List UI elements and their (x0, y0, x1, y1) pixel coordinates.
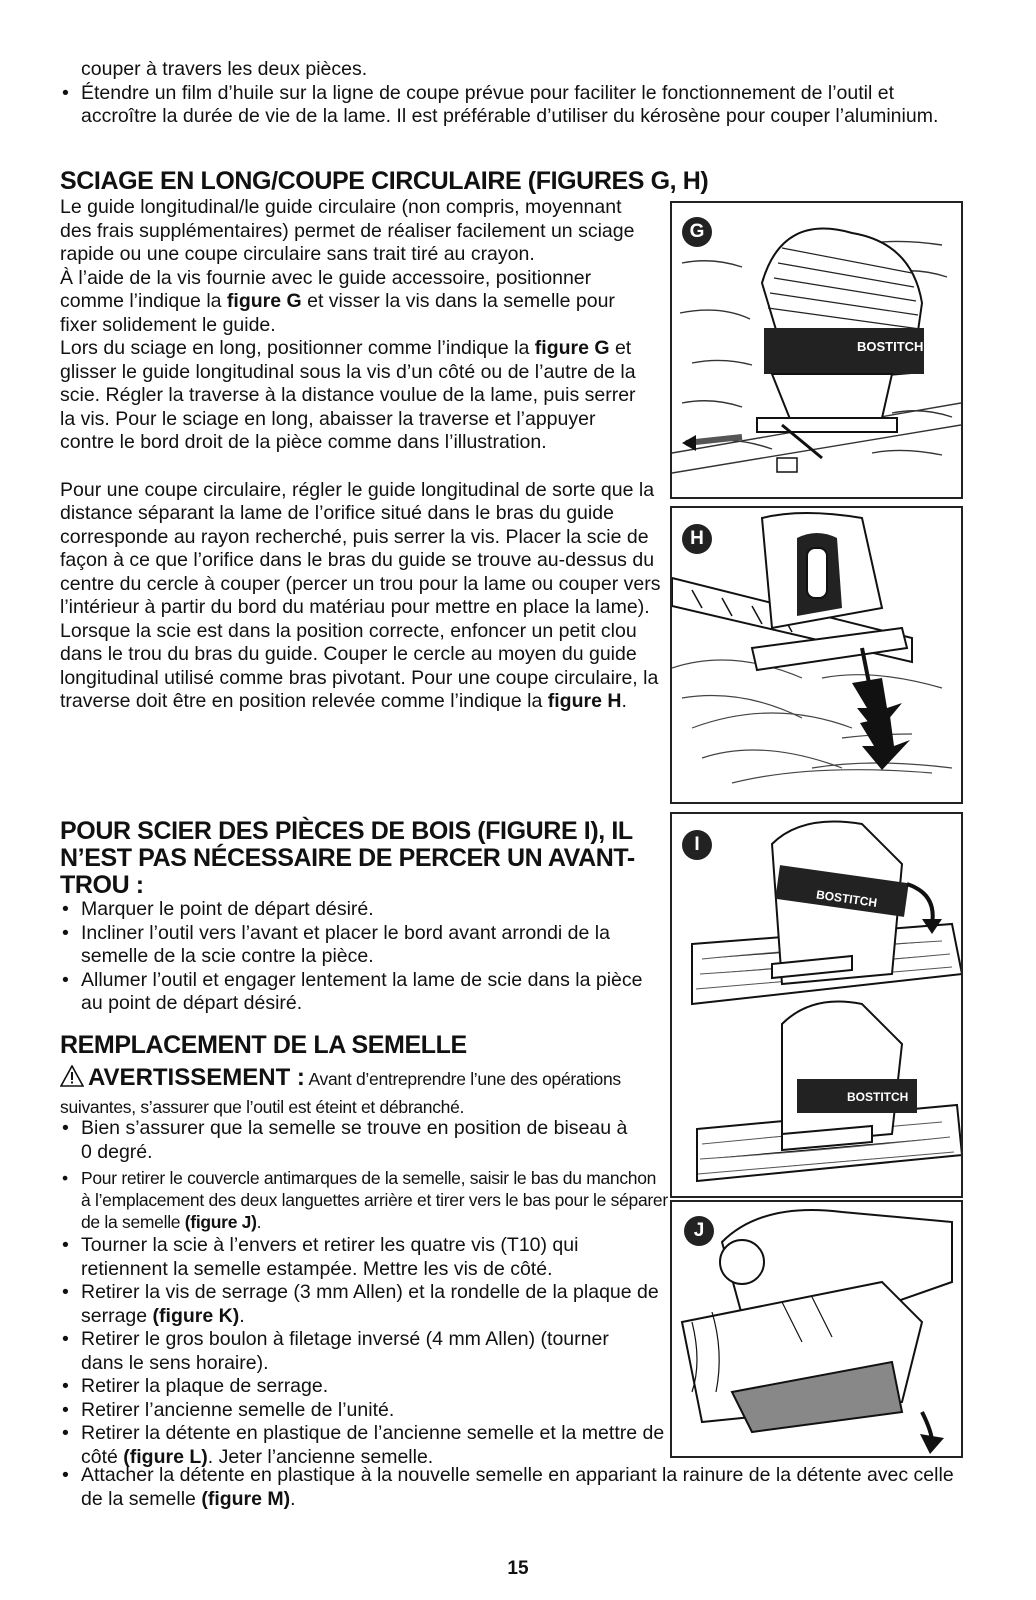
list-item: • Marquer le point de départ désiré. (60, 898, 660, 922)
text-run: Retirer la vis de serrage (3 mm Allen) et la rondelle de la plaque de serrage (81, 1281, 659, 1327)
warning-label: AVERTISSEMENT : (88, 1064, 305, 1091)
figure-ref-k: (figure K) (152, 1304, 240, 1327)
section-heading-shoe-replacement: REMPLACEMENT DE LA SEMELLE (60, 1031, 467, 1059)
text-run: Attacher la détente en plastique à la nouvelle semelle en appariant la rainure de la détente avec celle de la semelle (81, 1464, 954, 1510)
figure-i-label: I (682, 830, 712, 860)
shoe-cover-removal-illustration (672, 1202, 961, 1456)
figure-i-brand-top: BOSTITCH (815, 887, 878, 910)
section-heading-plunge-cut: POUR SCIER DES PIÈCES DE BOIS (FIGURE I), IL N’EST PAS NÉCESSAIRE DE PERCER UN AVANT-TROU : (60, 817, 635, 899)
figure-ref-h: figure H (547, 690, 622, 712)
paragraph-guide-intro: Le guide longitudinal/le guide circulaire (non compris, moyennant des frais supplémentaires) permet de réaliser facilement un sciage rapide ou une coupe circulaire sans trait tiré au crayon. (60, 196, 635, 265)
figure-ref-m: (figure M) (201, 1487, 291, 1510)
warning-text: Avant d’entreprendre l’une des opérations suivantes, s’assurer que l’outil est éteint et débranché. (60, 1069, 621, 1117)
text-run: et glisser le guide longitudinal sous la vis d’un côté ou de l’autre de la scie. Régler la traverse à la distance voulue de la lame, puis serrer la vis. Pour le sciage en long, abaisser la traverse et l’appuyer contre le bord droit de la pièce comme dans l’illustration. (60, 337, 636, 453)
figure-ref-g: figure G (226, 290, 302, 312)
list-item: • Retirer la plaque de serrage. (60, 1375, 670, 1399)
list-item: • Retirer l’ancienne semelle de l’unité. (60, 1399, 670, 1423)
list-item (60, 1281, 670, 1328)
jigsaw-plunge-cut-illustration (672, 814, 961, 1196)
paragraph-attach-guide (60, 267, 650, 338)
figure-j-label: J (684, 1216, 714, 1246)
intro-block (60, 58, 960, 129)
list-item: • Tourner la scie à l’envers et retirer les quatre vis (T10) qui retiennent la semelle estampée. Mettre les vis de côté. (60, 1234, 670, 1281)
warning-line (60, 1065, 664, 1122)
list-item: • Bien s’assurer que la semelle se trouve en position de biseau à 0 degré. (60, 1117, 641, 1164)
text-run: . (290, 1487, 296, 1510)
figure-h-label: H (682, 524, 712, 554)
text-run: À l’aide de la vis fournie avec le guide accessoire, positionner comme l’indique la (60, 266, 592, 312)
text-run: . (239, 1304, 245, 1327)
text-run: et visser la vis dans la semelle pour fixer solidement le guide. (60, 290, 615, 336)
text-run: Pour une coupe circulaire, régler le guide longitudinal de sorte que la distance séparant la lame de l’orifice situé dans le bras du guide corresponde au rayon recherché, puis serrer la vis. Placer la scie de façon à ce que l’orifice dans le bras du guide se trouve au-dessus du centre du cercle à couper (percer un trou pour la lame ou couper vers l’intérieur à partir du bord du matériau pour mettre en place la lame). Lorsque la scie est dans la position correcte, enfoncer un petit clou dans le trou du bras du guide. Couper le cercle au moyen du guide longitudinal utilisé comme bras pivotant. Pour une coupe circulaire, la traverse doit être en position relevée comme l’indique la (60, 478, 661, 712)
jigsaw-rip-guide-illustration (672, 203, 961, 497)
figure-g (670, 201, 963, 499)
figure-j (670, 1200, 963, 1458)
shoe-replacement-list-end (60, 1464, 960, 1511)
figure-ref-l: (figure L) (123, 1445, 208, 1468)
text-run: . (621, 690, 627, 712)
warning-triangle-icon (60, 1065, 84, 1087)
figure-ref-g: figure G (534, 337, 610, 359)
section-heading-rip-cut: SCIAGE EN LONG/COUPE CIRCULAIRE (FIGURES G, H) (60, 167, 709, 195)
intro-continuation: couper à travers les deux pièces. (81, 58, 368, 80)
section1-body (60, 196, 660, 714)
page-number: 15 (507, 1558, 529, 1579)
figure-g-brand: BOSTITCH (857, 339, 924, 354)
intro-bullet: • Étendre un film d’huile sur la ligne de coupe prévue pour faciliter le fonctionnement de l’outil et accroître la durée de vie de la lame. Il est préférable d’utiliser du kérosène pour couper l’aluminium. (60, 82, 960, 129)
list-item: • Allumer l’outil et engager lentement la lame de scie dans la pièce au point de départ désiré. (60, 969, 660, 1016)
list-item (60, 1464, 960, 1511)
text-run: . (256, 1212, 262, 1232)
text-run: Retirer la détente en plastique de l’ancienne semelle et la mettre de côté (81, 1422, 665, 1468)
list-item (60, 1422, 670, 1469)
jigsaw-circle-guide-illustration (672, 508, 961, 802)
list-item (60, 1167, 670, 1233)
list-item: • Retirer le gros boulon à filetage inversé (4 mm Allen) (tourner dans le sens horaire). (60, 1328, 641, 1375)
paragraph-rip-cut (60, 337, 650, 455)
text-run: Pour retirer le couvercle antimarques de la semelle, saisir le bas du manchon à l’emplacement des deux languettes arrière et tirer vers le bas pour le séparer de la semelle (81, 1168, 668, 1232)
figure-i-brand-bottom: BOSTITCH (847, 1090, 909, 1104)
list-item: • Incliner l’outil vers l’avant et placer le bord avant arrondi de la semelle de la scie contre la pièce. (60, 922, 660, 969)
warning-block (60, 1065, 664, 1122)
paragraph-circle-cut (60, 479, 668, 714)
figure-i (670, 812, 963, 1198)
figure-h (670, 506, 963, 804)
text-run: . Jeter l’ancienne semelle. (207, 1445, 434, 1468)
shoe-replacement-list (60, 1117, 670, 1469)
figure-g-label: G (682, 217, 712, 247)
figure-ref-j: (figure J) (184, 1212, 257, 1232)
plunge-cut-list (60, 898, 660, 1016)
text-run: Lors du sciage en long, positionner comme l’indique la (60, 337, 535, 359)
